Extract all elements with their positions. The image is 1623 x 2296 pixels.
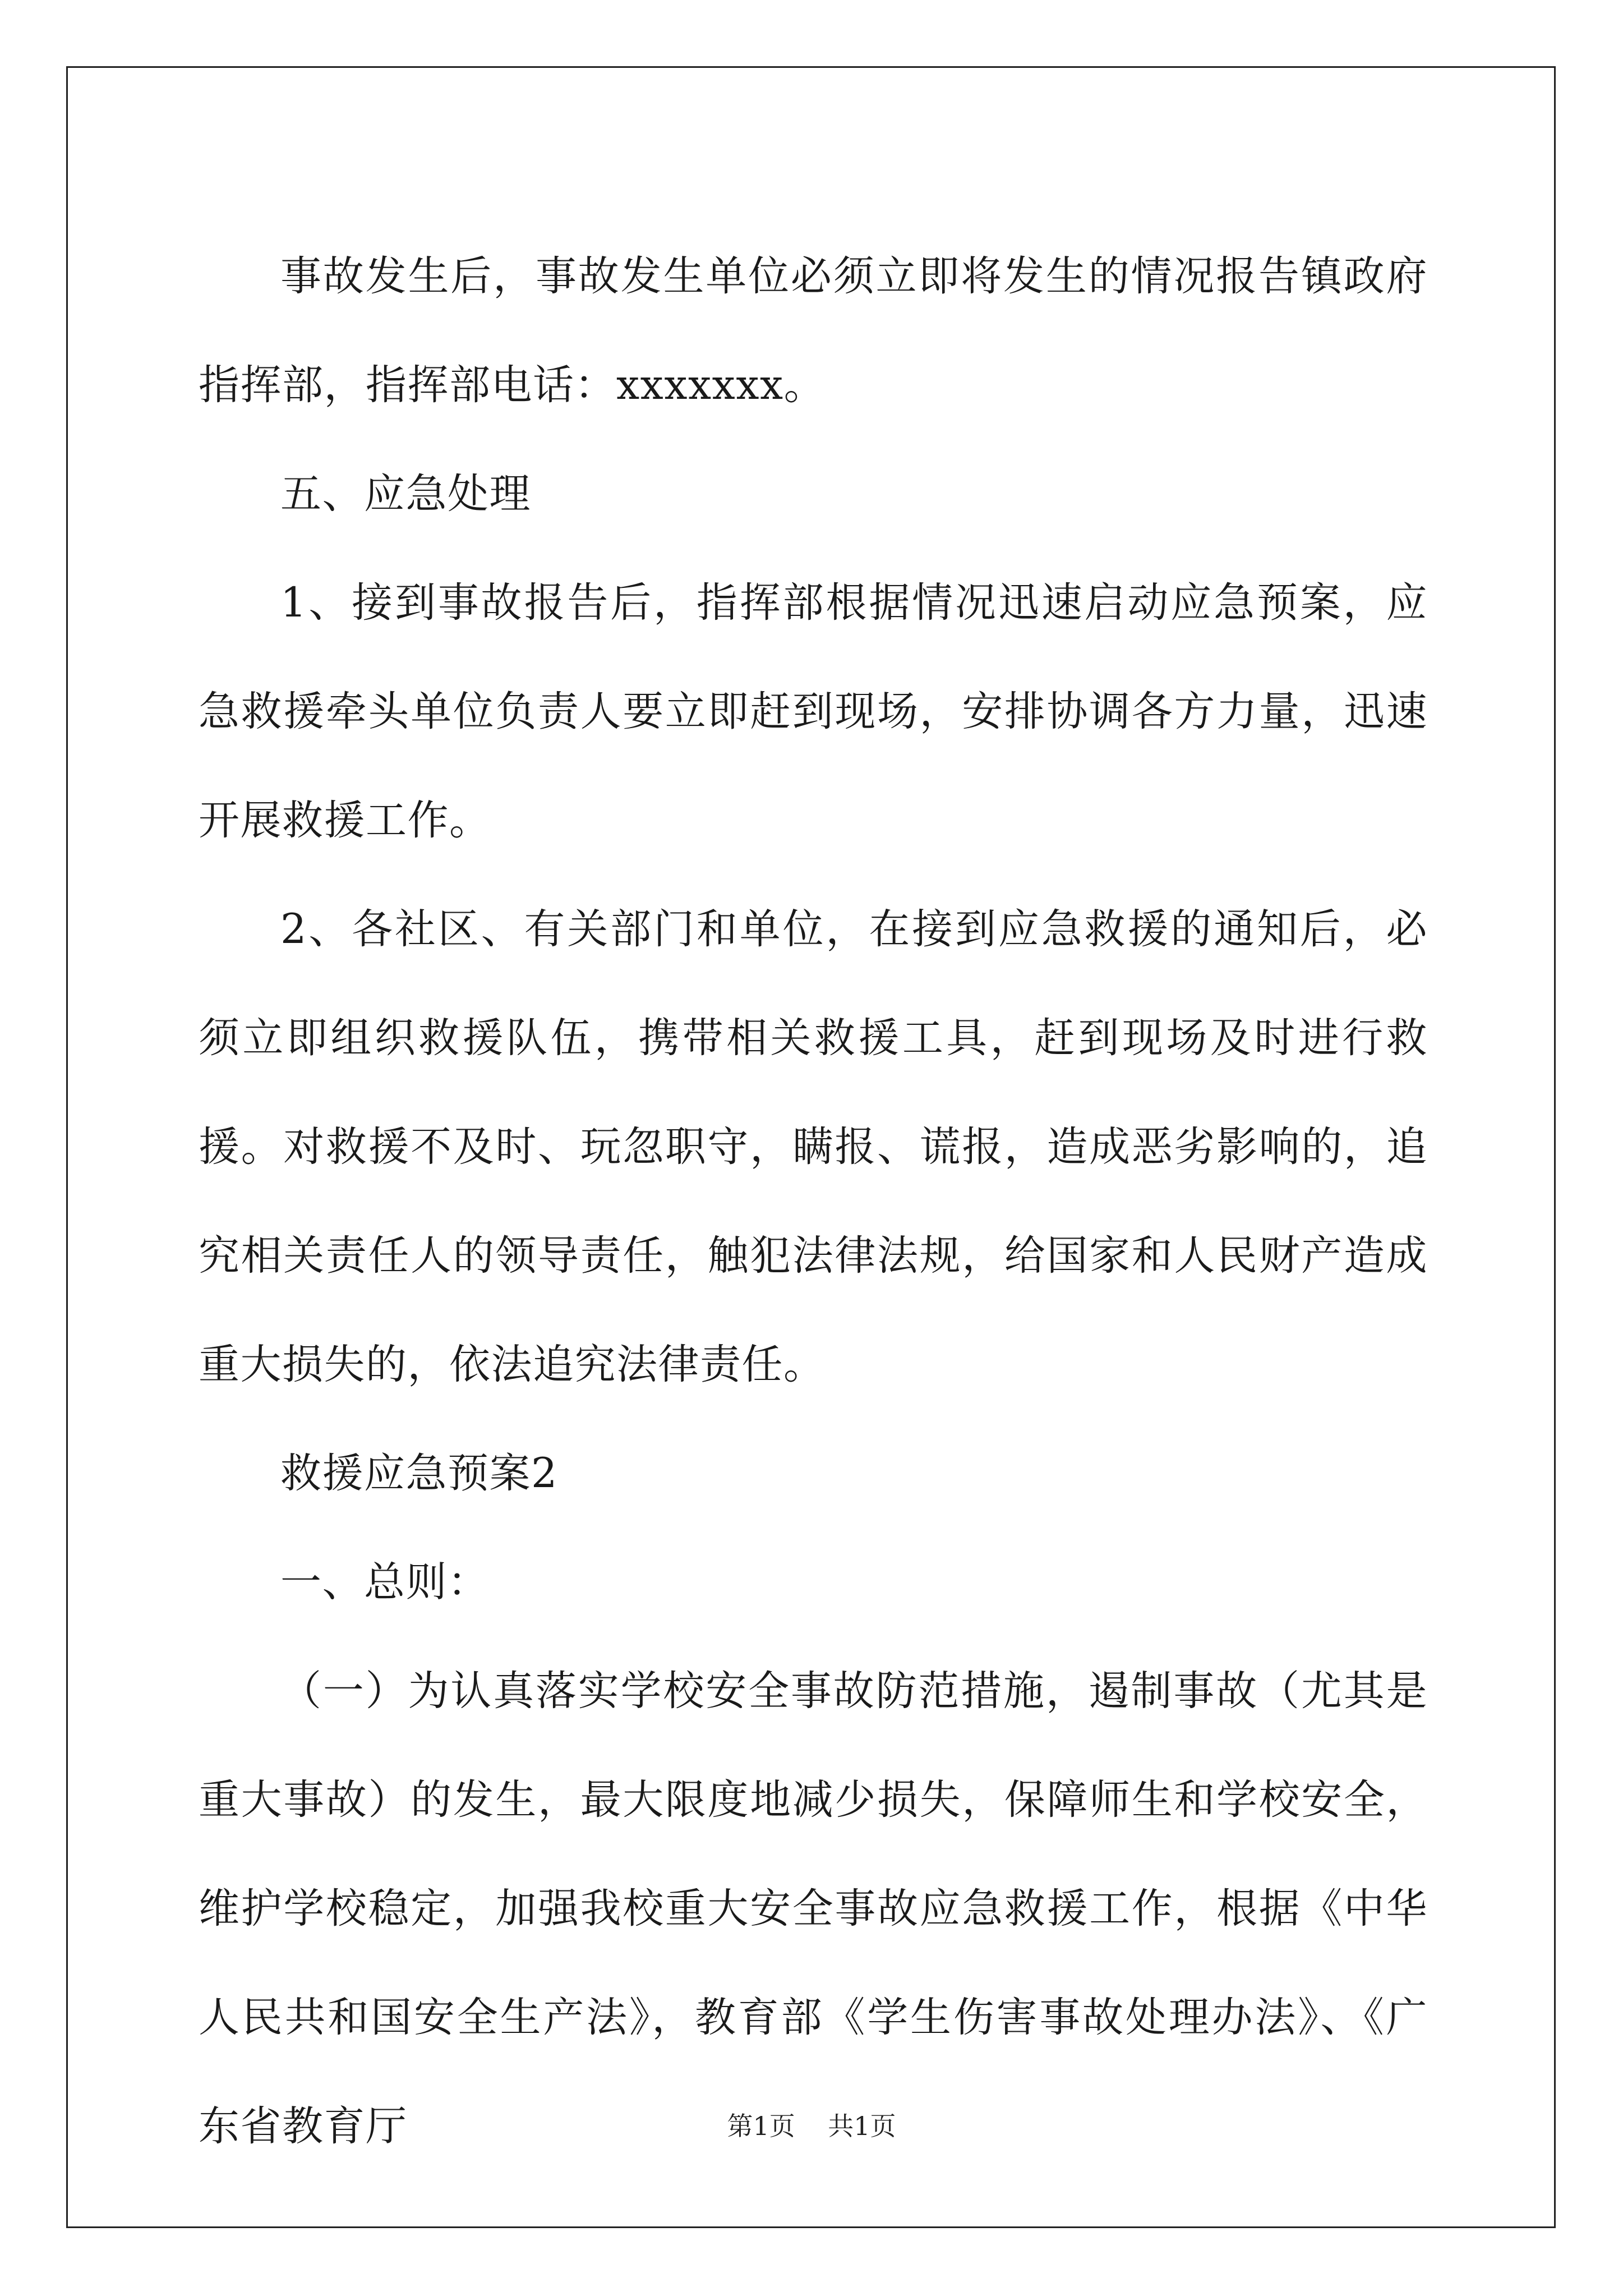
paragraph-item-2: 2、各社区、有关部门和单位，在接到应急救援的通知后，必须立即组织救援队伍，携带相关救援工具，赶到现场及时进行救援。对救援不及时、玩忽职守，瞒报、谎报，造成恶劣影响的，追究相关责任人的领导责任，触犯法律法规，给国家和人民财产造成重大损失的，依法追究法律责任。 xyxy=(199,905,1428,1388)
page-total: 共1页 xyxy=(828,2111,896,2141)
heading-emergency-handling: 五、应急处理 xyxy=(280,470,531,518)
page-footer xyxy=(0,2109,1623,2143)
page-number: 第1页 xyxy=(727,2111,795,2141)
heading-rescue-plan-2: 救援应急预案2 xyxy=(280,1450,558,1497)
paragraph-report-accident: 事故发生后，事故发生单位必须立即将发生的情况报告镇政府指挥部，指挥部电话：xxxxxxx。 xyxy=(199,252,1428,409)
document-body xyxy=(199,222,1428,2181)
paragraph-item-1: 1、接到事故报告后，指挥部根据情况迅速启动应急预案，应急救援牵头单位负责人要立即赶到现场，安排协调各方力量，迅速开展救援工作。 xyxy=(199,579,1428,844)
paragraph-principle-1: （一）为认真落实学校安全事故防范措施，遏制事故（尤其是重大事故）的发生，最大限度地减少损失，保障师生和学校安全，维护学校稳定，加强我校重大安全事故应急救援工作，根据《中华人民共和国安全生产法》，教育部《学生伤害事故处理办法》、《广东省教育厅 xyxy=(199,1667,1428,2150)
heading-general-principles: 一、总则： xyxy=(280,1558,490,1606)
